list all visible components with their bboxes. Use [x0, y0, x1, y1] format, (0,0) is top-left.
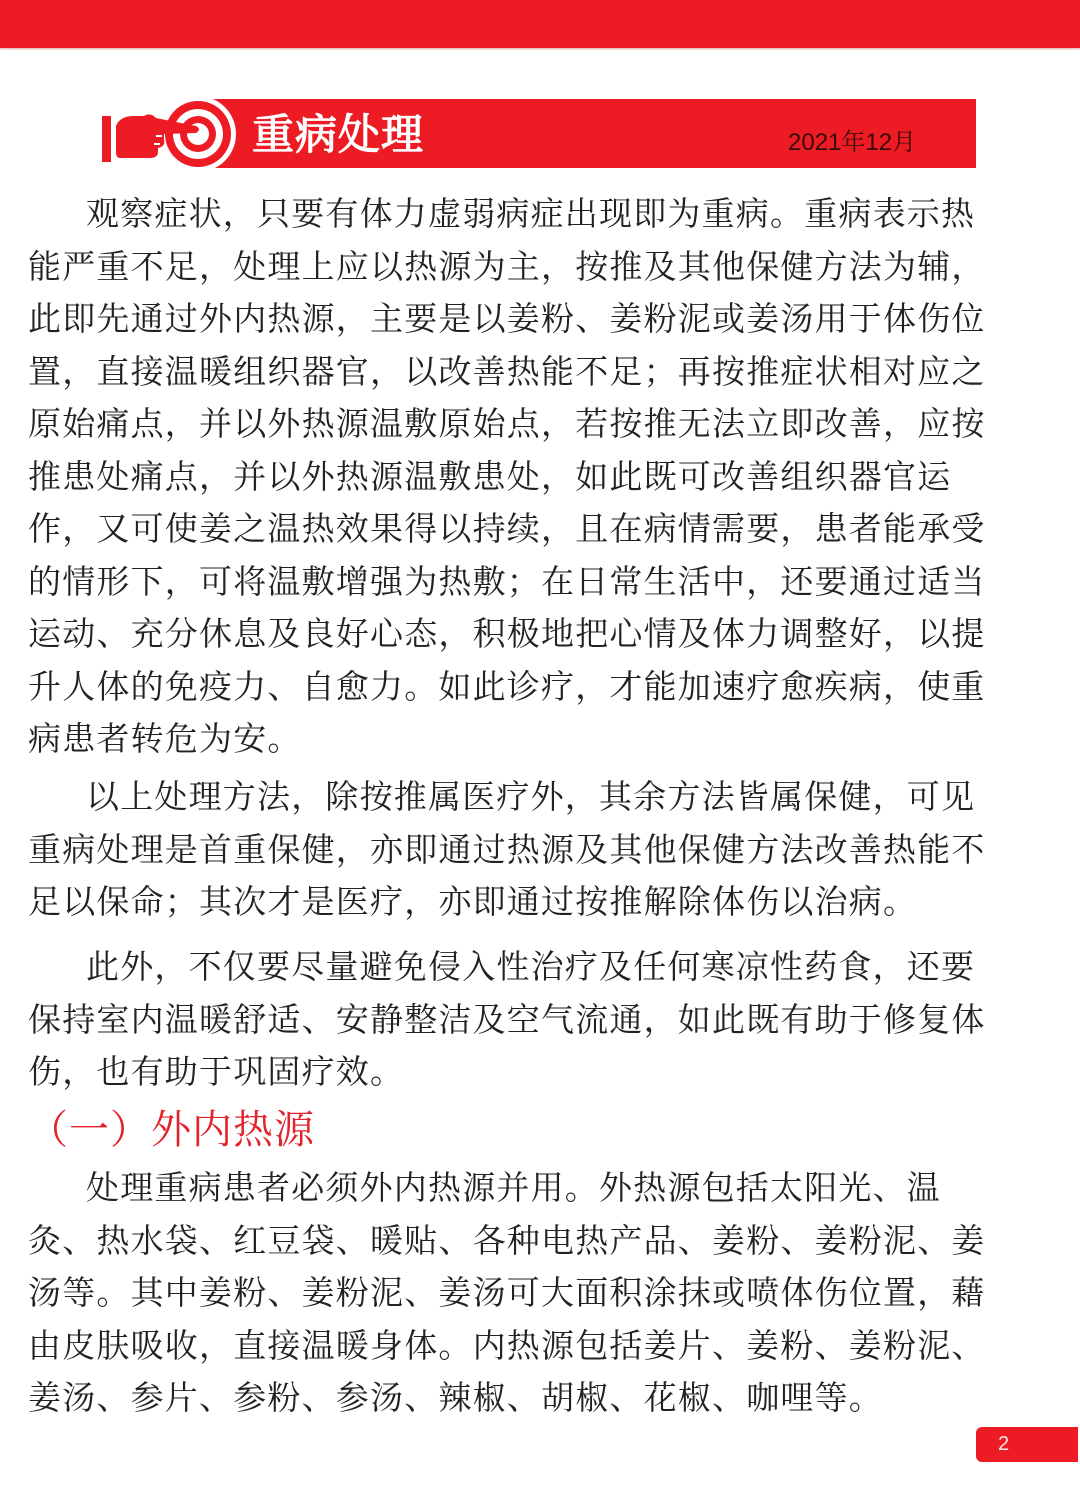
text-line: 作，又可使姜之温热效果得以持续，且在病情需要，患者能承受	[28, 509, 986, 548]
text-line: 观察症状，只要有体力虚弱病症出现即为重病。重病表示热	[86, 194, 976, 233]
text-line: 汤等。其中姜粉、姜粉泥、姜汤可大面积涂抹或喷体伤位置，藉	[28, 1273, 986, 1312]
section-paragraph	[28, 1162, 1068, 1425]
text-line: 重病处理是首重保健，亦即通过热源及其他保健方法改善热能不	[28, 829, 986, 869]
text-line: 足以保命；其次才是医疗，亦即通过按推解除体伤以治病。	[28, 882, 918, 921]
section-heading: （一）外内热源	[28, 1107, 315, 1153]
text-line: 运动、充分休息及良好心态，积极地把心情及体力调整好，以提	[28, 614, 986, 653]
text-line: 推患处痛点，并以外热源温敷患处，如此既可改善组织器官运	[28, 456, 952, 496]
text-line: 伤，也有助于巩固疗效。	[28, 1052, 405, 1091]
text-line: 保持室内温暖舒适、安静整洁及空气流通，如此既有助于修复体	[28, 999, 986, 1039]
text-line: 处理重病患者必须外内热源并用。外热源包括太阳光、温	[86, 1168, 941, 1207]
page-number: 2	[998, 1433, 1010, 1455]
page-number-badge	[976, 1427, 1078, 1462]
text-line: 灸、热水袋、红豆袋、暖贴、各种电热产品、姜粉、姜粉泥、姜	[28, 1220, 986, 1260]
text-line: 升人体的免疫力、自愈力。如此诊疗，才能加速疗愈疾病，使重	[28, 666, 986, 706]
page-title: 重病处理	[252, 110, 425, 159]
text-line: 姜汤、参片、参粉、参汤、辣椒、胡椒、花椒、咖哩等。	[28, 1378, 883, 1417]
pointing-hand-target-icon	[98, 96, 238, 172]
top-red-bar	[0, 0, 1080, 48]
text-line: 病患者转危为安。	[28, 719, 302, 758]
text-line: 置，直接温暖组织器官，以改善热能不足；再按推症状相对应之	[28, 351, 986, 391]
issue-date: 2021年12月	[788, 129, 917, 156]
paragraph-2	[28, 771, 1068, 929]
text-line: 的情形下，可将温敷增强为热敷；在日常生活中，还要通过适当	[28, 561, 986, 601]
text-line: 以上处理方法，除按推属医疗外，其余方法皆属保健，可见	[86, 777, 976, 816]
paragraph-1	[28, 188, 1068, 766]
text-line: 此外，不仅要尽量避免侵入性治疗及任何寒凉性药食，还要	[86, 947, 976, 986]
paragraph-3	[28, 941, 1068, 1099]
text-line: 能严重不足，处理上应以热源为主，按推及其他保健方法为辅，	[28, 246, 986, 286]
text-line: 此即先通过外内热源，主要是以姜粉、姜粉泥或姜汤用于体伤位	[28, 299, 986, 338]
text-line: 原始痛点，并以外热源温敷原始点，若按推无法立即改善，应按	[28, 404, 986, 443]
text-line: 由皮肤吸收，直接温暖身体。内热源包括姜片、姜粉、姜粉泥、	[28, 1325, 986, 1365]
